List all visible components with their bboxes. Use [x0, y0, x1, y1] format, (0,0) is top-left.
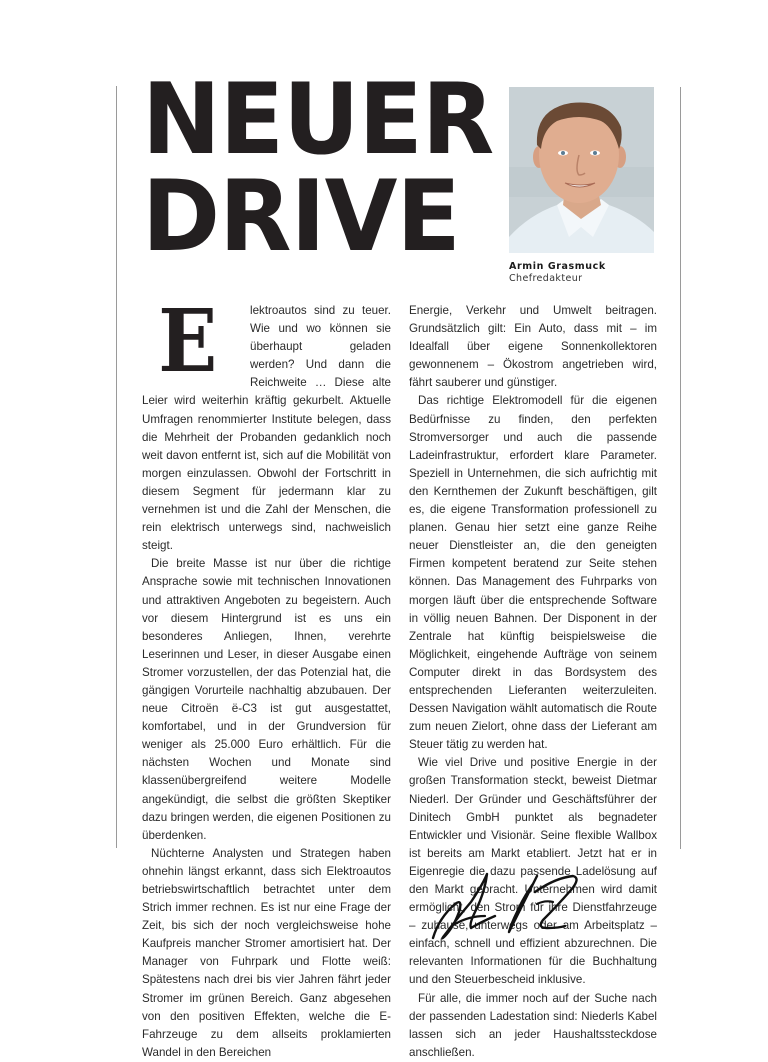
article-paragraph: Energie, Verkehr und Umwelt beitragen. Grundsätzlich gilt: Ein Auto, dass mit – im Idealfall über eigene Sonnenkollektoren gewonnenem – Ökostrom angetrieben wird, fährt sauberer und günstiger.	[409, 304, 657, 390]
author-portrait-photo-icon	[509, 87, 654, 253]
author-role: Chefredakteur	[509, 273, 583, 284]
article-paragraph: Wie viel Drive und positive Energie in der großen Transformation steckt, beweist Dietmar Niederl. Der Gründer und Geschäftsführer der Dinitech GmbH punktet als begnadeter Entwickler und Visionär. Seine flexible Wallbox ist bereits am Markt etabliert. Jetzt hat er in Eigenregie die dazu passende Ladelösung auf den Markt gebracht. Unternehmen wird damit ermöglicht, den Strom für ihre Dienstfahrzeuge – zuhause, unterwegs oder am Arbeitsplatz – einfach, schnell und effizient abzurechnen. Die relevanten Informationen für die Buchhaltung und den Steuerbescheid inklusive.	[409, 756, 657, 987]
left-column-rule	[116, 86, 117, 848]
headline-line-2: DRIVE	[142, 160, 460, 274]
article-paragraph: Das richtige Elektromodell für die eigenen Bedürfnisse zu finden, den perfekten Stromversorger und auch die passende Ladeinfrastruktur, erfordert klare Parameter. Speziell in Unternehmen, die sich aufrichtig mit den Kernthemen der Zukunft beschäftigen, gilt es, die eigene Transformation professionell zu planen. Genau hier setzt eine ganze Reihe neuer Dienstleister an, die den geneigten Firmen kompetent beratend zur Seite stehen können. Das Management des Fuhrparks von morgen läuft über die entsprechende Software in völlig neuen Bahnen. Der Disponent in der Zentrale hat künftig beispielsweise die Möglichkeit, eingehende Aufträge von seinem Computer direkt in das Bordsystem des entsprechenden Lieferanten weiterzuleiten. Dessen Navigation wählt automatisch die Route zum neuen Zielort, ohne dass der Lieferant am Steuer tätig zu werden hat.	[409, 394, 657, 752]
right-column-rule	[680, 87, 681, 849]
article-paragraph	[142, 291, 391, 555]
headline	[142, 63, 494, 274]
paragraph-text: lektroautos sind zu teuer. Wie und wo können sie überhaupt geladen werden? Und dann die Reichweite … Diese alte Leier wird weiterhin kräftig gekurbelt. Aktuelle Umfragen renommierter Institute belegen, dass die Mehrheit der Probanden gedanklich noch weit davon entfernt ist, sich auf die Mobilität von morgen einzulassen. Obwohl der Fortschritt in diesem Segment für jedermann klar zu vernehmen ist und die Zahl der Menschen, die rein elektrisch unterwegs sind, nachweislich steigt.	[142, 304, 391, 553]
drop-cap: E	[158, 291, 218, 392]
article-paragraph: Für alle, die immer noch auf der Suche nach der passenden Ladestation sind: Niederls Kabel lassen sich an jeder Haushaltssteckdose anschließen.	[409, 991, 657, 1059]
headline-line-1: NEUER	[142, 63, 494, 177]
article-paragraph: Nüchterne Analysten und Strategen haben ohnehin längst erkannt, dass sich Elektroautos betriebswirtschaftlich betrachtet unter dem Strich immer rechnen. Es ist nur eine Frage der Zeit, bis sich der noch vergleichsweise hohe Kaufpreis mancher Stromer amortisiert hat. Der Manager von Fuhrpark und Flotte weiß: Spätestens nach drei bis vier Jahren fährt jeder Stromer im grünen Bereich. Ganz abgesehen von den positiven Effekten, welche die E-Fahrzeuge zu dem allseits proklamierten Wandel in den Bereichen	[142, 846, 391, 1059]
handwritten-signature-icon	[425, 866, 585, 946]
article-column-left	[142, 291, 391, 1062]
author-portrait	[509, 87, 654, 253]
author-name: Armin Grasmuck	[509, 261, 606, 272]
article-paragraph: Die breite Masse ist nur über die richtige Ansprache sowie mit technischen Innovationen und attraktiven Angeboten zu begeistern. Auch vor diesem Hintergrund ist es uns ein besonderes Anliegen, Ihnen, verehrte Leserinnen und Leser, in dieser Ausgabe einen Stromer vorzustellen, der das Potenzial hat, die gängigen Vorurteile nachhaltig abzubauen. Der neue Citroën ë-C3 ist gut ausgestattet, komfortabel, und in der Grundversion für weniger als 25.000 Euro erhältlich. Für die nächsten Wochen und Monate sind klassenübergreifend weitere Modelle angekündigt, die selbst die größten Skeptiker dazu bringen werden, die eigenen Positionen zu überdenken.	[142, 557, 391, 842]
article-column-right	[409, 302, 657, 1062]
author-caption	[509, 261, 606, 285]
